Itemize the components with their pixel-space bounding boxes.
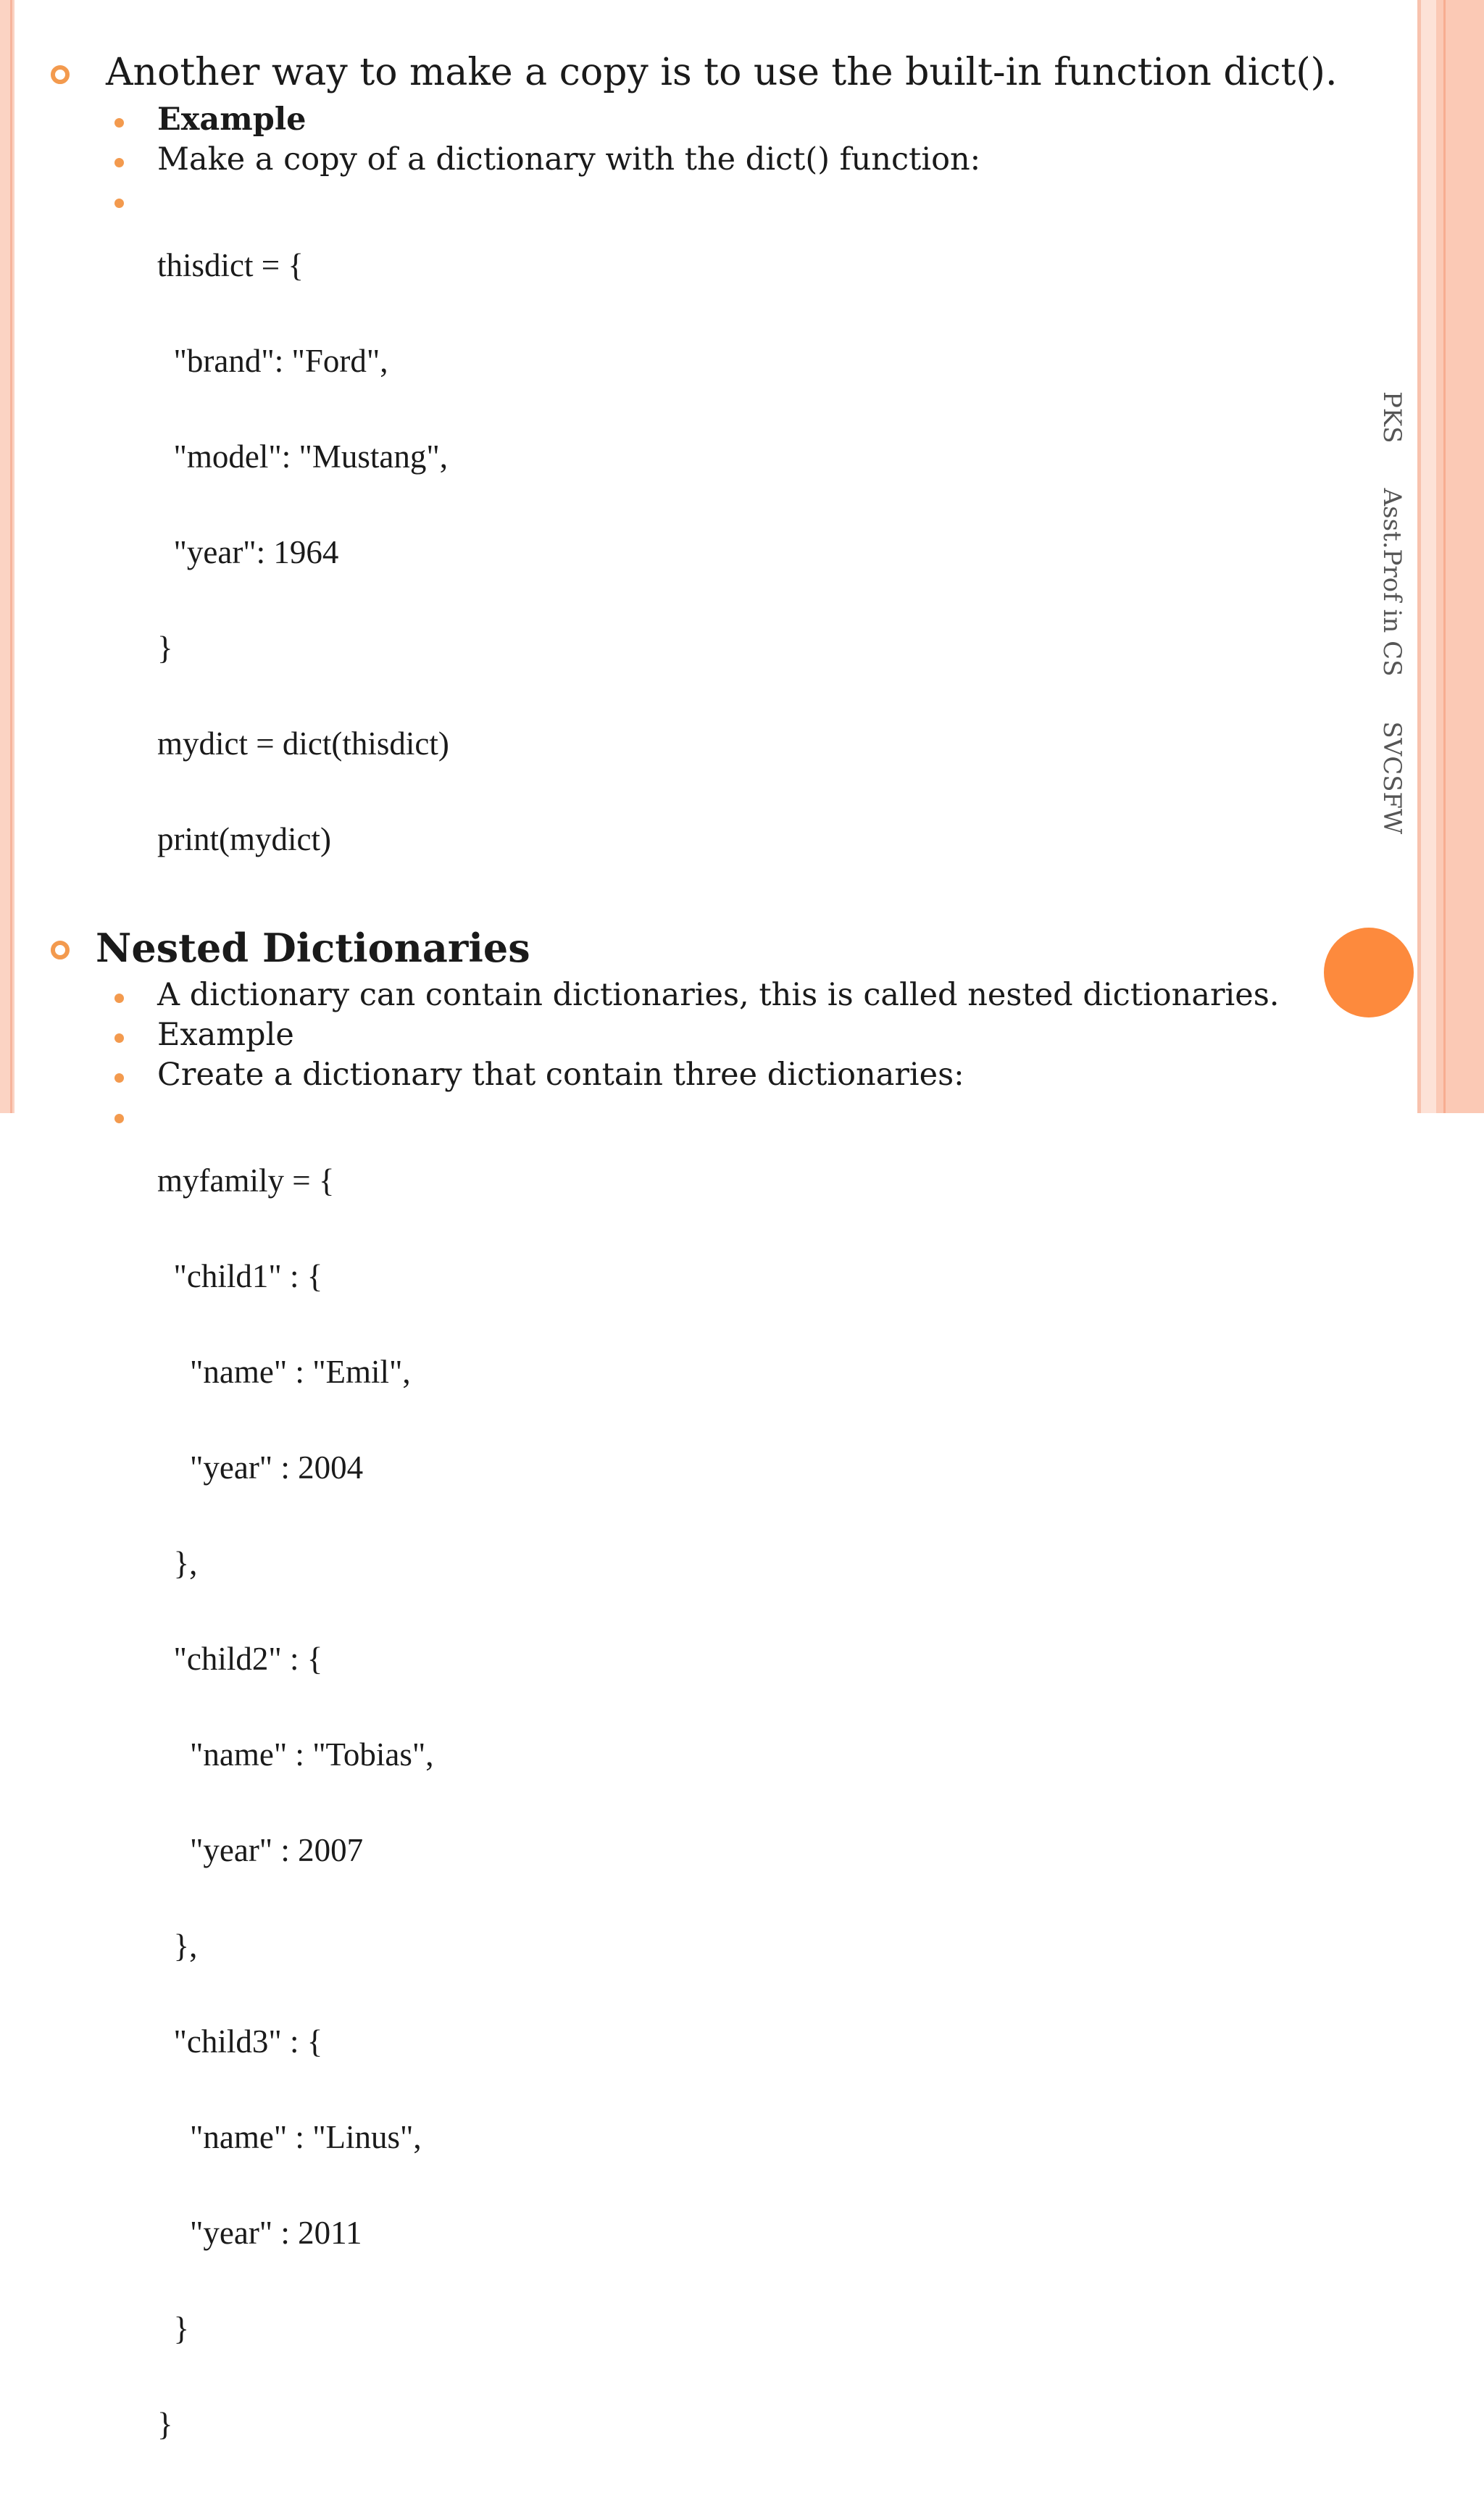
ring-bullet-icon	[51, 65, 70, 84]
code-line: print(mydict)	[157, 821, 331, 857]
right-border-band	[1421, 0, 1436, 1113]
section1-item-label: Example	[157, 101, 307, 138]
code-line: }	[157, 2406, 173, 2442]
code-line: myfamily = {	[157, 1162, 335, 1199]
side-label-author: PKS	[1377, 391, 1406, 444]
section2-item-description	[114, 975, 1355, 1015]
left-border	[0, 0, 14, 1113]
section1-item-example	[114, 100, 1355, 140]
dot-bullet-icon	[114, 158, 124, 167]
section2-item-example	[114, 1015, 1355, 1055]
code-line: "year": 1964	[157, 534, 339, 570]
section1-item-label: Make a copy of a dictionary with the dict() function:	[157, 141, 981, 178]
code-line: "year" : 2004	[157, 1449, 364, 1486]
code-line: "year" : 2007	[157, 1832, 364, 1868]
code-line: "year" : 2011	[157, 2215, 362, 2251]
section1-title: Another way to make a copy is to use the built-in function dict().	[106, 51, 1338, 94]
code-line: "name" : "Emil",	[157, 1354, 411, 1390]
slide-content	[51, 45, 1355, 2504]
section2-item-label: Create a dictionary that contain three dictionaries:	[157, 1057, 964, 1093]
code-line: }	[157, 630, 173, 666]
section2-bullet	[51, 920, 1355, 975]
dot-bullet-icon	[114, 118, 124, 128]
dot-bullet-icon	[114, 1073, 124, 1083]
side-label-role: Asst.Prof in CS	[1377, 488, 1406, 677]
code-line: "child1" : {	[157, 1258, 323, 1294]
code-line: }	[157, 2310, 190, 2347]
section2-title: Nested Dictionaries	[96, 925, 530, 971]
code-line: },	[157, 1928, 198, 1964]
code-line: },	[157, 1545, 198, 1581]
dot-bullet-icon	[114, 1033, 124, 1043]
code-line: "name" : "Tobias",	[157, 1736, 434, 1773]
section2-item-instruction	[114, 1055, 1355, 1095]
code-line: "brand": "Ford",	[157, 343, 388, 379]
code-line: "child3" : {	[157, 2023, 323, 2060]
code-line: "child2" : {	[157, 1641, 323, 1677]
dot-bullet-icon	[114, 1114, 124, 1123]
code-line: thisdict = {	[157, 247, 304, 283]
section1-item-description	[114, 140, 1355, 180]
section2-code-block	[157, 1101, 434, 2504]
right-border-outer-line	[1443, 0, 1446, 1113]
dot-bullet-icon	[114, 199, 124, 208]
section2-item-label: A dictionary can contain dictionaries, this is called nested dictionaries.	[157, 977, 1280, 1013]
code-line: mydict = dict(thisdict)	[157, 725, 449, 762]
ring-bullet-icon	[51, 941, 70, 959]
section1-bullet	[51, 45, 1355, 100]
side-label	[1377, 391, 1406, 835]
side-label-institution: SVCSFW	[1377, 721, 1406, 835]
section2-item-label: Example	[157, 1017, 294, 1053]
dot-bullet-icon	[114, 994, 124, 1003]
code-line: "name" : "Linus",	[157, 2119, 422, 2155]
section1-code-item	[114, 183, 1355, 919]
left-border-line	[10, 0, 12, 1113]
section2-code-item	[114, 1098, 1355, 2504]
section1-code-block	[157, 186, 449, 919]
code-line: "model": "Mustang",	[157, 438, 448, 475]
